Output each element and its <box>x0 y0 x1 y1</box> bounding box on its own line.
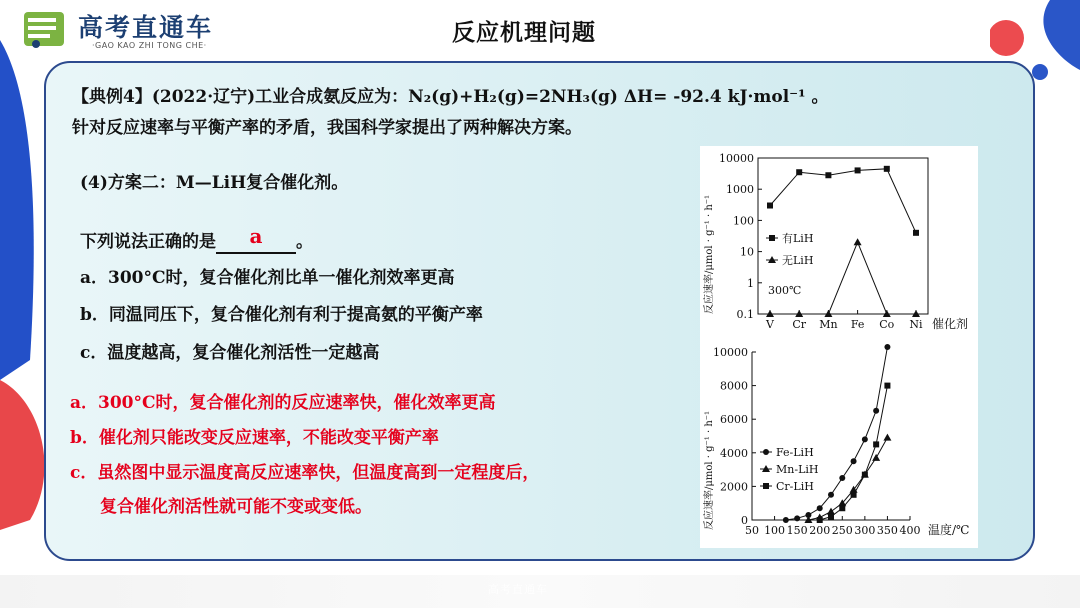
x-axis-label: 催化剂 <box>932 317 969 331</box>
data-point <box>825 172 831 178</box>
question-prompt-line <box>80 224 313 254</box>
question-source: (2022·辽宁) <box>151 87 256 107</box>
explanation-c: c．虽然图中显示温度高反应速率快，但温度高到一定程度后， <box>70 463 540 483</box>
y-axis-label: 反应速率/μmol · g⁻¹ · h⁻¹ <box>704 194 715 314</box>
page-title: 反应机理问题 <box>452 20 596 46</box>
y-tick-label: 6000 <box>720 413 748 427</box>
y-tick-label: 8000 <box>720 379 748 393</box>
y-tick-label: 0 <box>741 514 748 527</box>
data-point <box>839 475 845 481</box>
y-tick-label: 1 <box>747 276 754 290</box>
data-point <box>883 434 891 441</box>
series-line-0 <box>770 169 916 233</box>
reaction-equation: N₂(g)+H₂(g)=2NH₃(g) ΔH= -92.4 kJ·mol⁻¹ 。 <box>408 87 829 107</box>
chart-temperature-rate <box>700 342 978 548</box>
answer-value: a <box>249 224 263 248</box>
legend-marker <box>769 235 775 241</box>
data-point <box>839 505 845 511</box>
question-prompt: 下列说法正确的是 <box>80 232 216 252</box>
data-point <box>783 517 789 523</box>
x-tick-label: Ni <box>909 318 923 331</box>
data-point <box>796 169 802 175</box>
explanation-c-cont: 复合催化剂活性就可能不变或变低。 <box>100 497 372 517</box>
x-tick-label: Fe <box>850 318 865 331</box>
data-point <box>862 472 868 478</box>
chart-temperature-rate-svg <box>700 342 978 548</box>
legend-label: Cr-LiH <box>776 480 814 493</box>
answer-blank <box>216 224 296 254</box>
x-tick-label: Cr <box>792 318 807 331</box>
question-line-2: 针对反应速率与平衡产率的矛盾，我国科学家提出了两种解决方案。 <box>72 118 582 138</box>
legend-label: 有LiH <box>782 232 814 245</box>
data-point <box>817 505 823 511</box>
x-tick-label: 250 <box>831 524 853 537</box>
data-point <box>884 344 890 350</box>
y-tick-label: 10000 <box>713 346 748 359</box>
y-tick-label: 10000 <box>719 152 754 165</box>
data-point <box>873 441 879 447</box>
x-tick-label: V <box>766 318 774 331</box>
explanation-b: b．催化剂只能改变反应速率，不能改变平衡产率 <box>70 428 439 448</box>
question-tag: 【典例4】 <box>72 87 152 107</box>
y-tick-label: 2000 <box>720 480 748 494</box>
x-tick-label: 300 <box>854 524 876 537</box>
x-tick-label: 350 <box>876 524 898 537</box>
data-point <box>828 492 834 498</box>
y-tick-label: 10 <box>740 245 754 259</box>
legend-marker <box>763 483 769 489</box>
y-axis-label: 反应速率/μmol · g⁻¹ · h⁻¹ <box>704 410 715 530</box>
question-stem: 工业合成氨反应为： <box>255 87 409 107</box>
x-tick-label: 100 <box>764 524 786 537</box>
data-point <box>884 383 890 389</box>
y-tick-label: 100 <box>733 214 754 228</box>
prompt-end: 。 <box>296 232 313 252</box>
option-b: b．同温同压下，复合催化剂有利于提高氨的平衡产率 <box>80 305 483 325</box>
data-point <box>827 508 835 515</box>
legend-label: Fe-LiH <box>776 446 814 459</box>
legend-label: 无LiH <box>782 254 814 267</box>
data-point <box>913 230 919 236</box>
legend-label: Mn-LiH <box>776 463 819 476</box>
legend-marker <box>763 449 769 455</box>
x-tick-label: 200 <box>809 524 831 537</box>
x-tick-label: Mn <box>819 318 838 331</box>
chart-catalyst-rate <box>700 146 978 342</box>
data-point <box>854 238 862 245</box>
data-point <box>828 514 834 520</box>
book-logo-icon <box>22 8 68 50</box>
explanation-a: a．300°C时，复合催化剂的反应速率快，催化效率更高 <box>70 393 496 413</box>
option-a: a．300°C时，复合催化剂比单一催化剂效率更高 <box>80 268 455 288</box>
data-point <box>851 492 857 498</box>
logo-text: 高考直通车 <box>78 13 214 42</box>
data-point <box>855 167 861 173</box>
chart-catalyst-rate-svg <box>700 146 978 342</box>
series-line-1 <box>770 242 916 314</box>
data-point <box>884 166 890 172</box>
x-axis-label: 温度/℃ <box>928 523 970 537</box>
x-tick-label: Co <box>879 318 895 331</box>
x-tick-label: 400 <box>899 524 921 537</box>
footer-watermark: 高考直通车 <box>488 583 548 596</box>
data-point <box>767 203 773 209</box>
data-point <box>817 517 823 523</box>
y-tick-label: 0.1 <box>736 308 754 321</box>
option-c: c．温度越高，复合催化剂活性一定越高 <box>80 343 380 363</box>
y-tick-label: 1000 <box>726 183 754 197</box>
x-tick-label: 50 <box>745 524 759 537</box>
data-point <box>794 515 800 521</box>
logo-subtext: ·GAO KAO ZHI TONG CHE· <box>92 41 207 50</box>
chart-annotation: 300℃ <box>768 284 802 297</box>
brand-logo <box>14 6 254 52</box>
question-part: (4)方案二：M—LiH复合催化剂。 <box>80 173 349 193</box>
series-line-0 <box>786 347 888 520</box>
y-tick-label: 4000 <box>720 446 748 460</box>
data-point <box>851 458 857 464</box>
x-tick-label: 150 <box>786 524 808 537</box>
question-line-1 <box>72 82 829 107</box>
data-point <box>873 408 879 414</box>
data-point <box>872 454 880 461</box>
data-point <box>862 436 868 442</box>
